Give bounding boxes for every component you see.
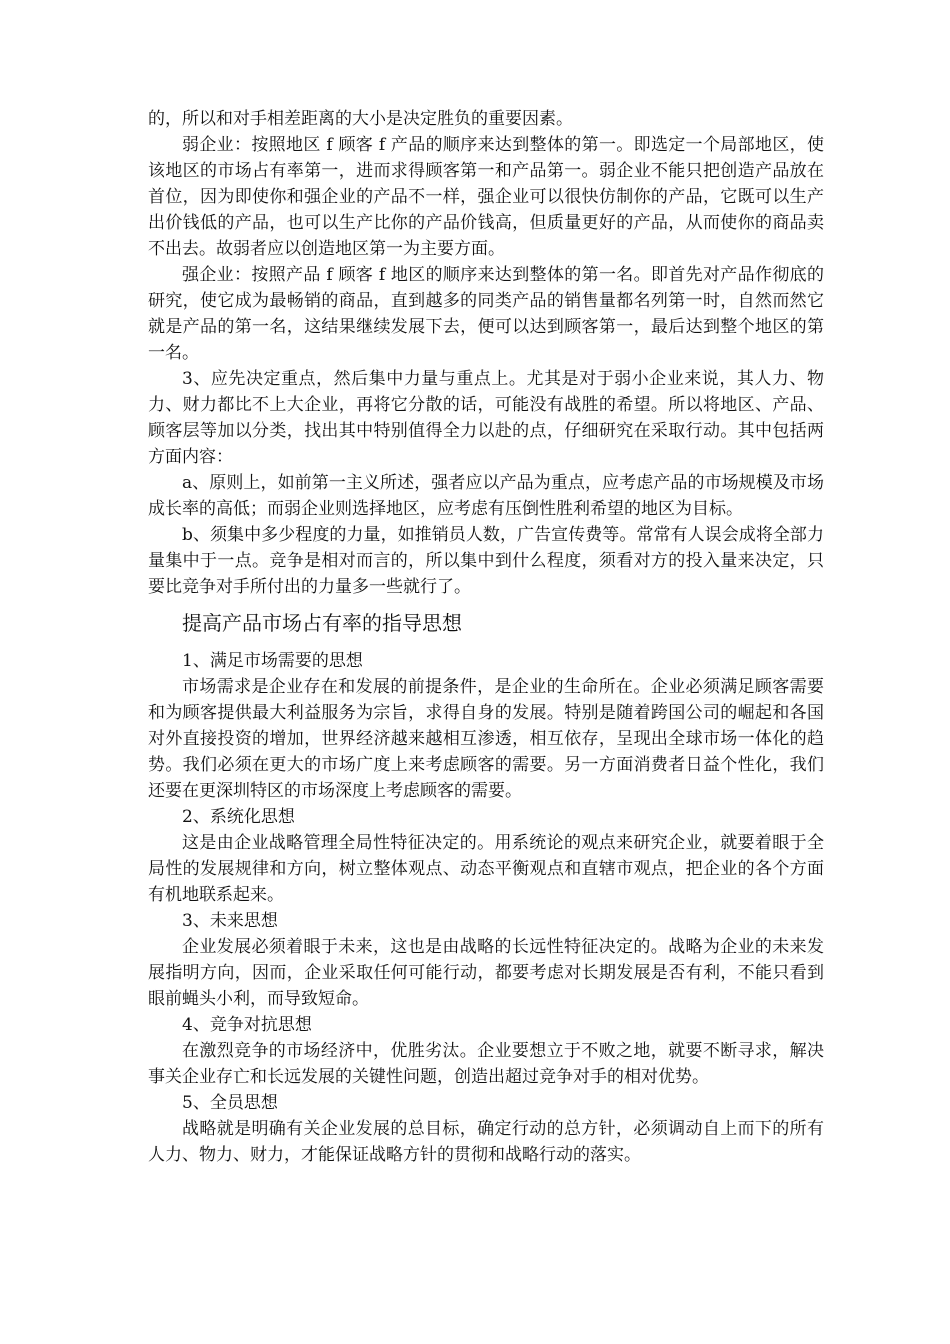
document-body: [148, 106, 824, 1168]
section-title: 提高产品市场占有率的指导思想: [182, 611, 462, 635]
paragraph-weak-enterprise: 弱企业：按照地区 f 顾客 f 产品的顺序来达到整体的第一。即选定一个局部地区，使该地区的市场占有率第一，进而求得顾客第一和产品第一。弱企业不能只把创造产品放在首位，因为即使你和强企业的产品不一样，强企业可以很快仿制你的产品，它既可以生产出价钱低的产品，也可以生产比你的产品价钱高，但质量更好的产品，从而使你的商品卖不出去。故弱者应以创造地区第一为主要方面。: [148, 135, 824, 259]
paragraph-market-needs: 市场需求是企业存在和发展的前提条件，是企业的生命所在。企业必须满足顾客需要和为顾客提供最大利益服务为宗旨，求得自身的发展。特别是随着跨国公司的崛起和各国对外直接投资的增加，世界经济越来越相互渗透，相互依存，呈现出全球市场一体化的趋势。我们必须在更大的市场广度上来考虑顾客的需要。另一方面消费者日益个性化，我们还要在更深圳特区的市场深度上考虑顾客的需要。: [148, 677, 824, 801]
paragraph-point-a: a、原则上，如前第一主义所述，强者应以产品为重点，应考虑产品的市场规模及市场成长率的高低；而弱企业则选择地区，应考虑有压倒性胜利希望的地区为目标。: [148, 473, 824, 519]
paragraph-future: 企业发展必须着眼于未来，这也是由战略的长远性特征决定的。战略为企业的未来发展指明方向，因而，企业采取任何可能行动，都要考虑对长期发展是否有利，不能只看到眼前蝇头小利，而导致短命。: [148, 937, 824, 1009]
subheading-competition: 4、竞争对抗思想: [182, 1015, 312, 1035]
paragraph-point-b: b、须集中多少程度的力量，如推销员人数，广告宣传费等。常常有人误会成将全部力量集中于一点。竞争是相对而言的，所以集中到什么程度，须看对方的投入量来决定，只要比竞争对手所付出的力量多一些就行了。: [148, 525, 824, 597]
subheading-market-needs: 1、满足市场需要的思想: [182, 651, 363, 671]
subheading-future: 3、未来思想: [182, 911, 278, 931]
paragraph-focus-point: 3、应先决定重点，然后集中力量与重点上。尤其是对于弱小企业来说，其人力、物力、财力都比不上大企业，再将它分散的话，可能没有战胜的希望。所以将地区、产品、顾客层等加以分类，找出其中特别值得全力以赴的点，仔细研究在采取行动。其中包括两方面内容：: [148, 369, 824, 467]
subheading-all-staff: 5、全员思想: [182, 1093, 278, 1113]
paragraph-continuation: 的，所以和对手相差距离的大小是决定胜负的重要因素。: [148, 109, 573, 129]
paragraph-competition: 在激烈竞争的市场经济中，优胜劣汰。企业要想立于不败之地，就要不断寻求，解决事关企业存亡和长远发展的关键性问题，创造出超过竞争对手的相对优势。: [148, 1041, 824, 1087]
paragraph-all-staff: 战略就是明确有关企业发展的总目标，确定行动的总方针，必须调动自上而下的所有人力、物力、财力，才能保证战略方针的贯彻和战略行动的落实。: [148, 1119, 824, 1165]
subheading-systematic: 2、系统化思想: [182, 807, 295, 827]
paragraph-systematic: 这是由企业战略管理全局性特征决定的。用系统论的观点来研究企业，就要着眼于全局性的发展规律和方向，树立整体观点、动态平衡观点和直辖市观点，把企业的各个方面有机地联系起来。: [148, 833, 824, 905]
paragraph-strong-enterprise: 强企业：按照产品 f 顾客 f 地区的顺序来达到整体的第一名。即首先对产品作彻底的研究，使它成为最畅销的商品，直到越多的同类产品的销售量都名列第一时，自然而然它就是产品的第一名，这结果继续发展下去，便可以达到顾客第一，最后达到整个地区的第一名。: [148, 265, 824, 363]
